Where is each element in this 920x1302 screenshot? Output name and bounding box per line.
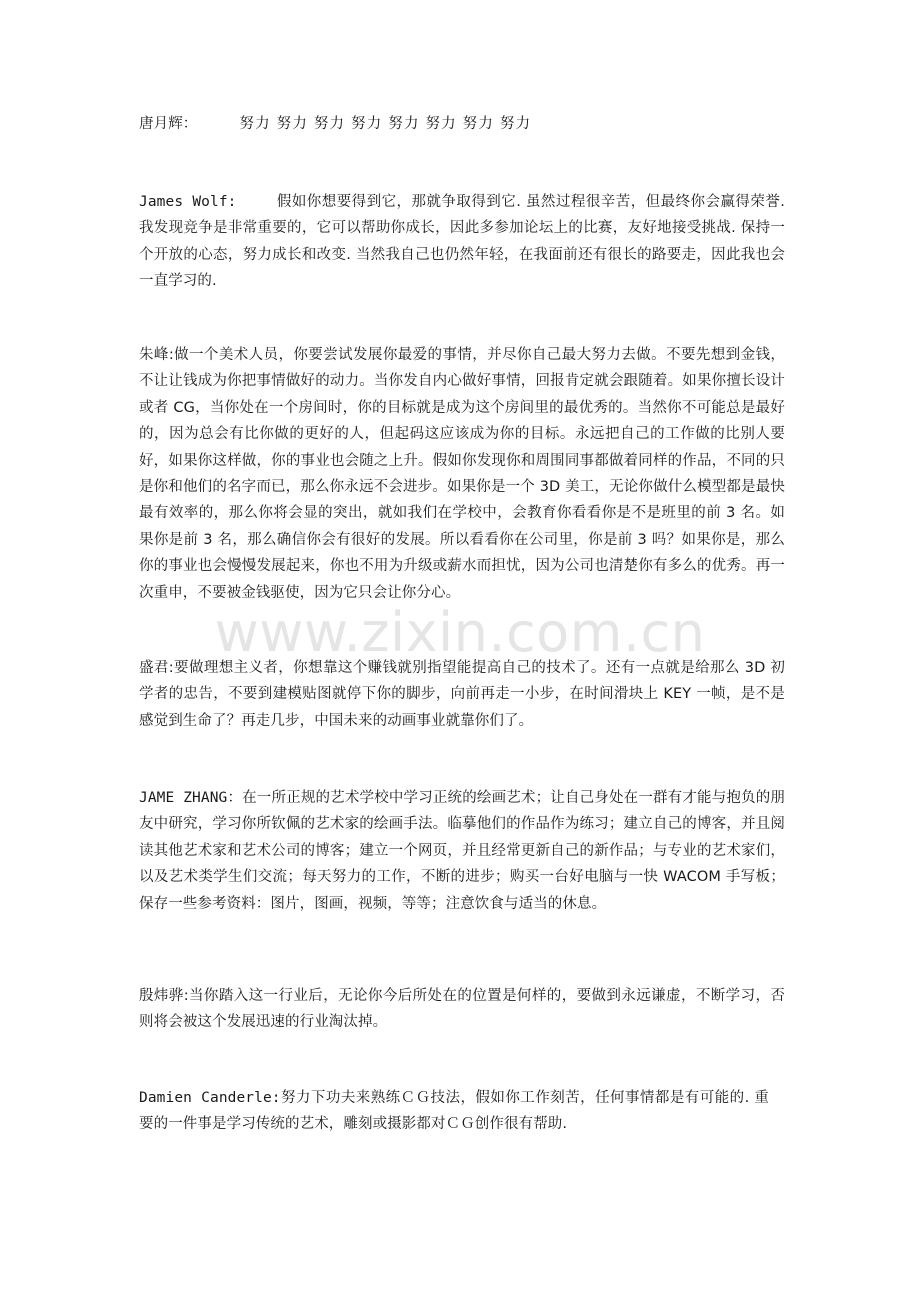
entry-james-wolf <box>139 189 785 295</box>
entry-sheng-jun <box>139 655 785 734</box>
entry-tang <box>139 111 785 137</box>
speaker-name: 盛君: <box>139 660 174 676</box>
speaker-name: 殷炜骅: <box>139 988 189 1004</box>
entry-yin-weihua <box>139 983 785 1036</box>
watermark: www.zixin.com.cn <box>214 601 706 664</box>
entry-text: 假如你想要得到它，那就争取得到它. 虽然过程很辛苦，但最终你会赢得荣誉. 我发现竞争是非常重要的，它可以帮助你成长，因此多参加论坛上的比赛，友好地接受挑战. 保持一个开放的心态，努力成长和改变. 当然我自己也仍然年轻，在我面前还有很长的路要走，因此我也会一直学习的. <box>139 194 785 290</box>
entry-text: 努力 努力 努力 努力 努力 努力 努力 努力 <box>239 116 532 132</box>
entry-text: 当你踏入这一行业后，无论你今后所处在的位置是何样的，要做到永远谦虚，不断学习，否则将会被这个发展迅速的行业淘汰掉。 <box>139 988 785 1031</box>
speaker-name: JAME ZHANG： <box>139 790 243 806</box>
entry-text: 在一所正规的艺术学校中学习正统的绘画艺术；让自己身处在一群有才能与抱负的朋友中研究，学习你所钦佩的艺术家的绘画手法。临摹他们的作品作为练习；建立自己的博客，并且阅读其他艺术家和艺术公司的博客；建立一个网页，并且经常更新自己的新作品；与专业的艺术家们，以及艺术类学生们交流；每天努力的工作，不断的进步；购买一台好电脑与一快 WACOM 手写板；保存一些参考资料：图片，图画，视频，等等；注意饮食与适当的休息。 <box>139 790 785 912</box>
speaker-name: Damien Canderle: <box>139 1090 281 1106</box>
entry-jame-zhang <box>139 785 785 917</box>
entry-zhu-feng <box>139 342 785 606</box>
speaker-name: 唐月辉： <box>139 116 198 132</box>
entry-text: 要做理想主义者，你想靠这个赚钱就别指望能提高自己的技术了。还有一点就是给那么 3D 初学者的忠告，不要到建模贴图就停下你的脚步，向前再走一小步，在时间滑块上 KEY 一帧，是不是感觉到生命了？再走几步，中国未来的动画事业就靠你们了。 <box>139 660 785 729</box>
speaker-name: 朱峰: <box>139 347 174 363</box>
entry-text: 努力下功夫来熟练ＣＧ技法，假如你工作刻苦，任何事情都是有可能的. 重要的一件事是学习传统的艺术，雕刻或摄影都对ＣＧ创作很有帮助. <box>139 1090 769 1133</box>
speaker-name: James Wolf: <box>139 194 237 210</box>
entry-damien-canderle <box>139 1085 769 1138</box>
entry-text: 做一个美术人员，你要尝试发展你最爱的事情，并尽你自己最大努力去做。不要先想到金钱，不让让钱成为你把事情做好的动力。当你发自内心做好事情，回报肯定就会跟随着。如果你擅长设计或者 CG，当你处在一个房间时，你的目标就是成为这个房间里的最优秀的。当然你不可能总是最好的，因为总会有比你做的更好的人，但起码这应该成为你的目标。永远把自己的工作做的比别人要好，如果你这样做，你的事业也会随之上升。假如你发现你和周围同事都做着同样的作品，不同的只是你和他们的名字而已，那么你永远不会进步。如果你是一个 3D 美工，无论你做什么模型都是最快最有效率的，那么你将会显的突出，就如我们在学校中，会教育你看看你是不是班里的前 3 名。如果你是前 3 名，那么确信你会有很好的发展。所以看看你在公司里，你是前 3 吗？如果你是，那么你的事业也会慢慢发展起来，你也不用为升级或薪水而担忧，因为公司也清楚你有多么的优秀。再一次重申，不要被金钱驱使，因为它只会让你分心。 <box>139 347 785 601</box>
